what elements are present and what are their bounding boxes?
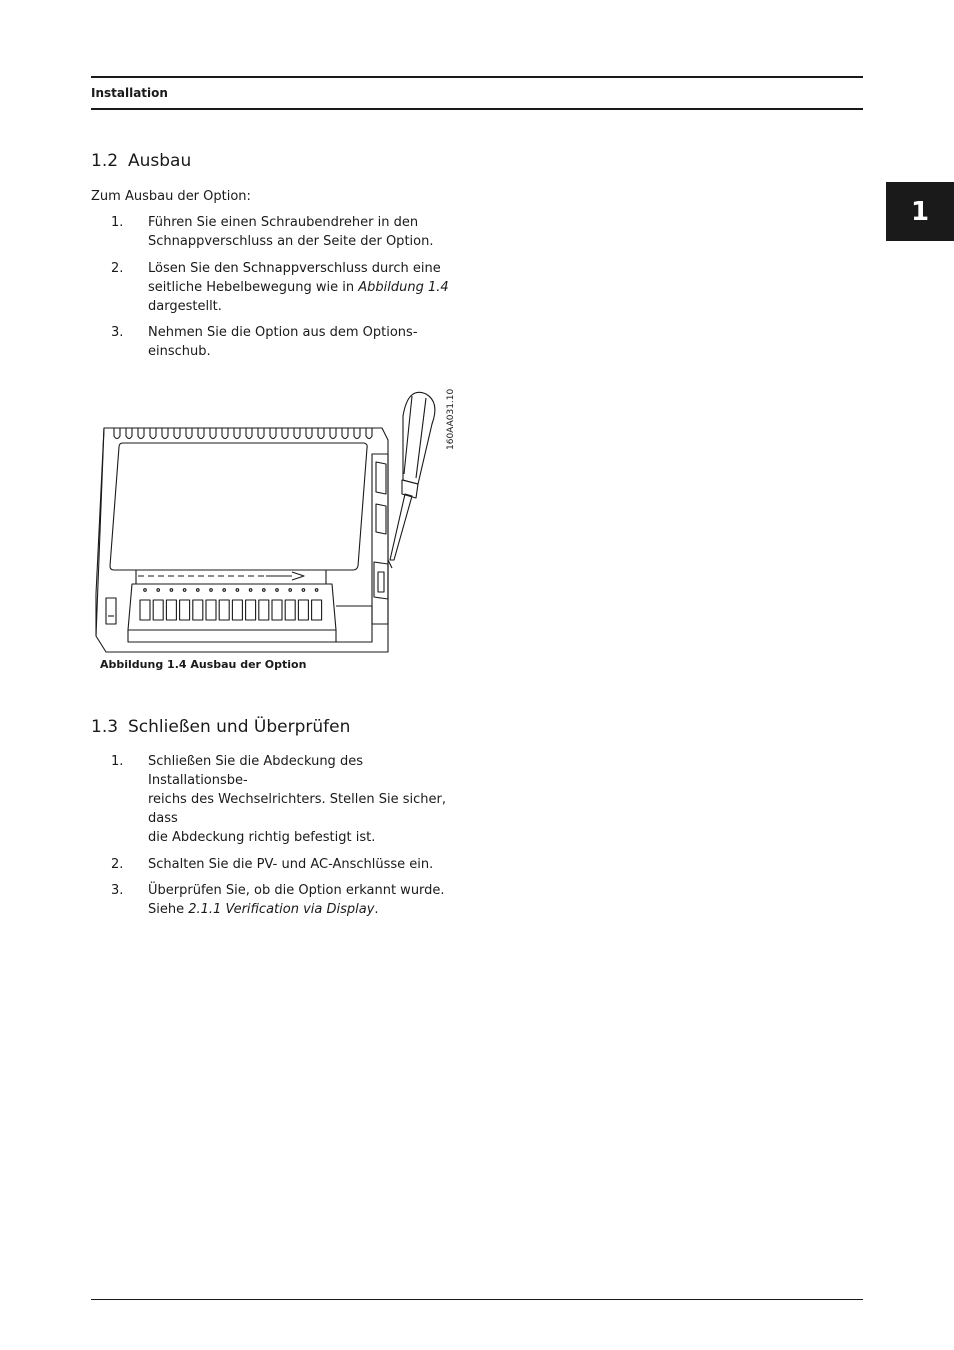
terminal-slot [285,600,295,620]
terminal-screw [236,589,239,592]
step-line: Führen Sie einen Schraubendreher in den [148,215,419,230]
step-line: Schließen Sie die Abdeckung des Installationsbe- [148,754,363,788]
intro-text: Zum Ausbau der Option: [91,189,251,204]
step-number: 3. [111,325,124,340]
step-number: 3. [111,883,124,898]
housing-vent-slot [210,428,216,439]
running-header: Installation [91,86,168,100]
step-line: seitliche Hebelbewegung wie in [148,279,359,295]
header-bottom-rule [91,108,863,110]
section-heading-ausbau [91,151,191,171]
terminal-slot [298,600,308,620]
section-reference: 2.1.1 Verification via Display [188,902,375,917]
closing-steps [91,752,461,927]
step-number: 1. [111,215,124,230]
list-item [91,323,461,361]
step-line: einschub. [148,344,211,359]
step-text [148,259,461,316]
terminal-slot [312,600,322,620]
housing-vent-slot [258,428,264,439]
list-item [91,855,461,874]
step-line: Lösen Sie den Schnappverschluss durch eine [148,260,441,276]
housing-vent-slot [198,428,204,439]
figure-caption: Abbildung 1.4 Ausbau der Option [100,658,307,671]
header-top-rule [91,76,863,78]
step-number: 2. [111,260,124,276]
step-line: die Abdeckung richtig befestigt ist. [148,830,376,845]
housing-vent-slot [366,428,372,439]
terminal-screw [197,589,200,592]
option-module-illustration [92,384,464,656]
terminal-screw [223,589,226,592]
terminal-screw [276,589,279,592]
figure-id-label: 160AA031.10 [446,388,456,450]
step-text [148,752,461,847]
step-line: dargestellt. [148,298,222,314]
housing-vent-slot [294,428,300,439]
terminal-slot [232,600,242,620]
terminal-slot [166,600,176,620]
terminal-screw [157,589,160,592]
step-number: 1. [111,754,124,769]
step-text [148,855,461,874]
terminal-slot [193,600,203,620]
step-line: reichs des Wechselrichters. Stellen Sie sicher, dass [148,792,446,826]
housing-vent-slot [330,428,336,439]
terminal-screw [170,589,173,592]
terminal-slot [206,600,216,620]
housing-vent-slot [342,428,348,439]
housing-vent-slot [234,428,240,439]
housing-vent-slot [246,428,252,439]
step-number: 2. [111,856,124,872]
terminal-screw [183,589,186,592]
housing-vent-slot [150,428,156,439]
removal-steps [91,213,461,369]
list-item [91,259,461,316]
terminal-screw [302,589,305,592]
terminal-screw [144,589,147,592]
step-line: Schnappverschluss an der Seite der Option. [148,234,434,249]
terminal-screw [263,589,266,592]
terminal-screw [315,589,318,592]
section-heading-schliessen [91,717,350,737]
list-item [91,881,461,919]
housing-vent-slot [138,428,144,439]
section-title: Schließen und Überprüfen [128,717,351,737]
figure-reference: Abbildung 1.4 [358,279,449,295]
step-line: Nehmen Sie die Option aus dem Options- [148,325,418,340]
step-line: Schalten Sie die PV- und AC-Anschlüsse ein. [148,856,434,872]
step-line: . [374,902,379,917]
terminal-slot [180,600,190,620]
terminal-screw [210,589,213,592]
housing-vent-slot [282,428,288,439]
terminal-slot [246,600,256,620]
step-line: Siehe [148,902,189,917]
housing-vent-slot [318,428,324,439]
section-title: Ausbau [128,151,192,171]
housing-vent-slot [126,428,132,439]
list-item [91,213,461,251]
housing-vent-slot [222,428,228,439]
terminal-slot [272,600,282,620]
housing-vent-slot [114,428,120,439]
chapter-tab: 1 [886,182,954,241]
list-item [91,752,461,847]
housing-vent-slot [354,428,360,439]
housing-vent-slot [162,428,168,439]
step-text [148,881,461,919]
terminal-slot [140,600,150,620]
terminal-screw [249,589,252,592]
housing-vent-slot [270,428,276,439]
section-number: 1.3 [91,717,119,737]
step-text [148,323,461,361]
housing-vent-slot [306,428,312,439]
housing-vent-slot [186,428,192,439]
terminal-screw [289,589,292,592]
step-line: Überprüfen Sie, ob die Option erkannt wurde. [148,883,445,898]
terminal-slot [259,600,269,620]
housing-vent-slot [174,428,180,439]
step-text [148,213,461,251]
section-number: 1.2 [91,151,119,171]
footer-rule [91,1299,863,1300]
terminal-slot [153,600,163,620]
terminal-slot [219,600,229,620]
